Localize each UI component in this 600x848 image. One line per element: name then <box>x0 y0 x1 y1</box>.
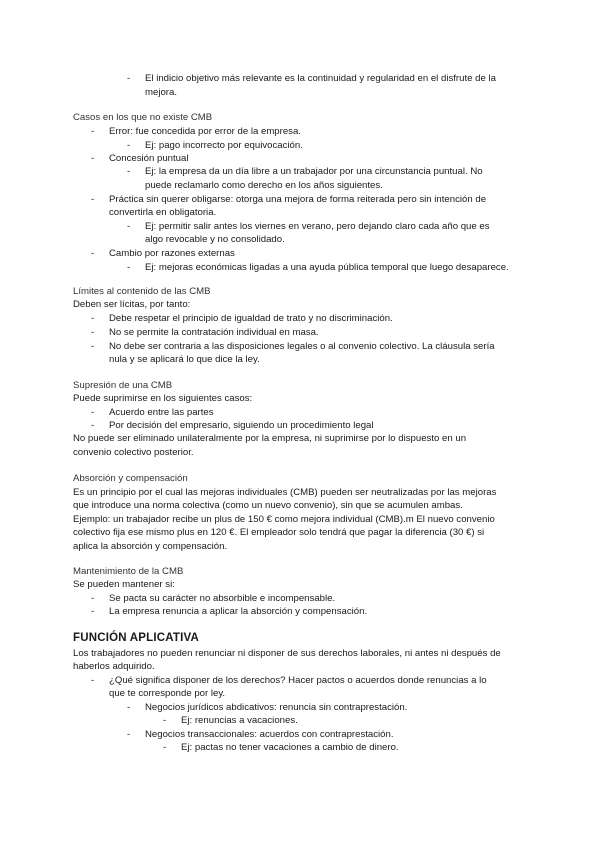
bullet-dash: - <box>91 327 95 338</box>
supresion-b1: Acuerdo entre las partes <box>109 407 214 418</box>
limites-intro: Deben ser lícitas, por tanto: <box>73 299 191 310</box>
casos-concesion-ej: Ej: la empresa da un día libre a un trabajador por una circunstancia puntual. No <box>145 166 483 177</box>
mantenimiento-b2: La empresa renuncia a aplicar la absorción y compensación. <box>109 606 368 617</box>
absorcion-l5: aplica la absorción y compensación. <box>73 541 228 552</box>
limites-b3: No debe ser contraria a las disposiciones legales o al convenio colectivo. La cláusula sería <box>109 341 495 352</box>
funcion-n1: Negocios jurídicos abdicativos: renuncia sin contraprestación. <box>145 702 408 713</box>
bullet-dash: - <box>91 407 95 418</box>
casos-practica-cont: convertirla en obligatoria. <box>109 207 217 218</box>
bullet-dash: - <box>127 140 131 151</box>
funcion-n1-ej: Ej: renuncias a vacaciones. <box>181 715 298 726</box>
funcion-p2: haberlos adquirido. <box>73 661 155 672</box>
bullet-dash: - <box>91 313 95 324</box>
bullet-dash: - <box>91 153 95 164</box>
supresion-intro: Puede suprimirse en los siguientes casos: <box>73 393 253 404</box>
funcion-p1: Los trabajadores no pueden renunciar ni disponer de sus derechos laborales, ni antes ni después de <box>73 648 501 659</box>
casos-heading: Casos en los que no existe CMB <box>73 112 213 123</box>
bullet-dash: - <box>163 715 167 726</box>
funcion-n2-ej: Ej: pactas no tener vacaciones a cambio de dinero. <box>181 742 399 753</box>
bullet-dash: - <box>91 606 95 617</box>
bullet-dash: - <box>127 166 131 177</box>
casos-practica-ej: Ej: permitir salir antes los viernes en verano, pero dejando claro cada año que es <box>145 221 490 232</box>
supresion-heading: Supresión de una CMB <box>73 380 173 391</box>
limites-heading: Límites al contenido de las CMB <box>73 286 211 297</box>
supresion-b2: Por decisión del empresario, siguiendo un procedimiento legal <box>109 420 374 431</box>
bullet-dash: - <box>91 675 95 686</box>
funcion-q1-cont: que te corresponde por ley. <box>109 688 226 699</box>
mantenimiento-heading: Mantenimiento de la CMB <box>73 566 184 577</box>
supresion-p2: convenio colectivo posterior. <box>73 447 194 458</box>
absorcion-l3: Ejemplo: un trabajador recibe un plus de 150 € como mejora individual (CMB).m El nuevo convenio <box>73 514 495 525</box>
indicio-text: El indicio objetivo más relevante es la continuidad y regularidad en el disfrute de la <box>145 73 496 84</box>
limites-b2: No se permite la contratación individual en masa. <box>109 327 319 338</box>
casos-cambio-ej: Ej: mejoras económicas ligadas a una ayuda pública temporal que luego desaparece. <box>145 262 509 273</box>
absorcion-l1: Es un principio por el cual las mejoras individuales (CMB) pueden ser neutralizadas por las mejoras <box>73 487 497 498</box>
bullet-dash: - <box>163 742 167 753</box>
absorcion-l2: que introduce una norma colectiva (como un nuevo convenio), sin que se acumulen ambas. <box>73 500 463 511</box>
funcion-n2: Negocios transaccionales: acuerdos con contraprestación. <box>145 729 394 740</box>
supresion-p1: No puede ser eliminado unilateralmente por la empresa, ni suprimirse por lo dispuesto en un <box>73 433 467 444</box>
bullet-dash: - <box>127 73 131 84</box>
bullet-dash: - <box>91 420 95 431</box>
bullet-dash: - <box>127 702 131 713</box>
bullet-dash: - <box>127 729 131 740</box>
absorcion-l4: colectivo fija ese mismo plus en 120 €. El empleador solo tendrá que pagar la diferencia (30 €) si <box>73 527 485 538</box>
casos-concesion: Concesión puntual <box>109 153 189 164</box>
limites-b3-cont: nula y se aplicará lo que dice la ley. <box>109 354 260 365</box>
casos-error: Error: fue concedida por error de la empresa. <box>109 126 301 137</box>
bullet-dash: - <box>91 341 95 352</box>
indicio-text-cont: mejora. <box>145 87 177 98</box>
bullet-dash: - <box>91 126 95 137</box>
bullet-dash: - <box>91 194 95 205</box>
casos-practica-ej-cont: algo revocable y no consolidado. <box>145 234 285 245</box>
limites-b1: Debe respetar el principio de igualdad de trato y no discriminación. <box>109 313 393 324</box>
bullet-dash: - <box>91 248 95 259</box>
mantenimiento-b1: Se pacta su carácter no absorbible e incompensable. <box>109 593 336 604</box>
mantenimiento-intro: Se pueden mantener si: <box>73 579 175 590</box>
bullet-dash: - <box>127 221 131 232</box>
bullet-dash: - <box>127 262 131 273</box>
funcion-heading: FUNCIÓN APLICATIVA <box>73 632 200 644</box>
casos-error-ej: Ej: pago incorrecto por equivocación. <box>145 140 303 151</box>
funcion-q1: ¿Qué significa disponer de los derechos? Hacer pactos o acuerdos donde renuncias a lo <box>109 675 487 686</box>
casos-practica: Práctica sin querer obligarse: otorga una mejora de forma reiterada pero sin intención de <box>109 194 487 205</box>
absorcion-heading: Absorción y compensación <box>73 473 188 484</box>
casos-cambio: Cambio por razones externas <box>109 248 235 259</box>
bullet-dash: - <box>91 593 95 604</box>
casos-concesion-ej-cont: puede reclamarlo como derecho en los años siguientes. <box>145 180 383 191</box>
